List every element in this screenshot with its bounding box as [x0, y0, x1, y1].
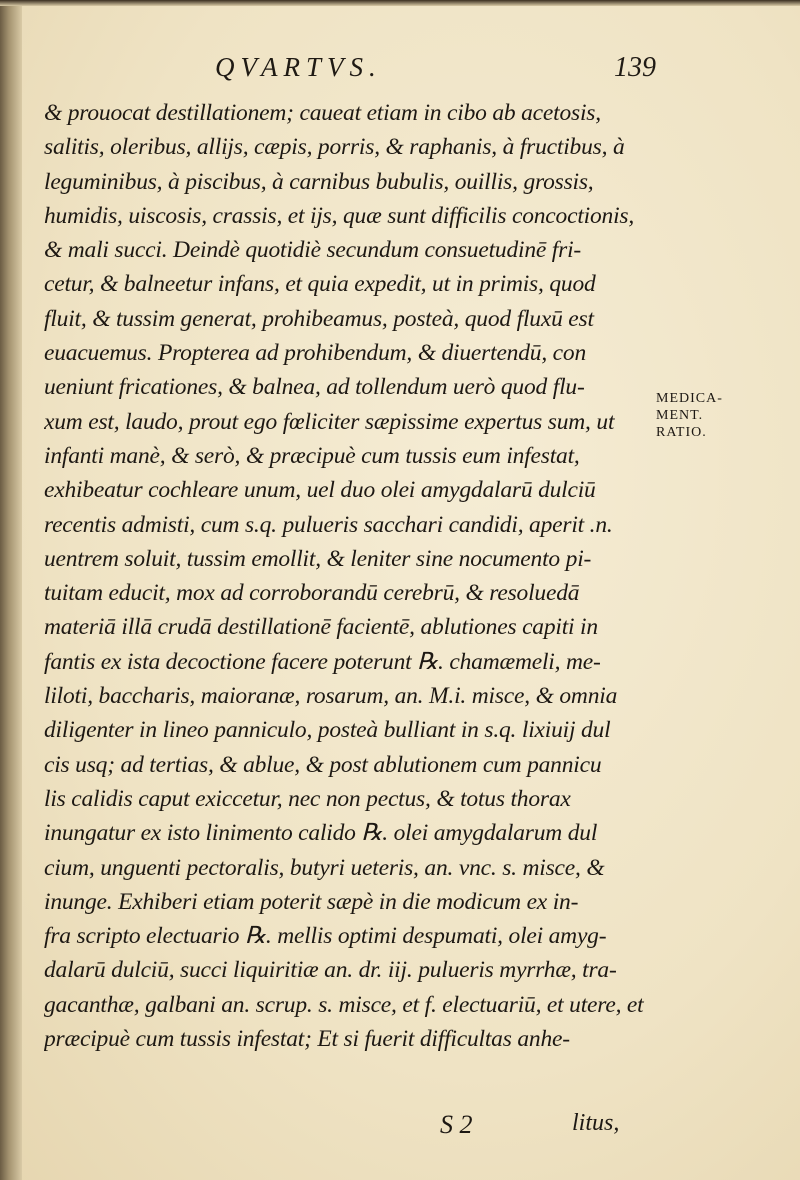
- text-line: tuitam educit, mox ad corroborandū cerebrū, & resoluedā: [44, 580, 580, 607]
- margin-note-line: MENT.: [656, 408, 704, 423]
- text-line: inunge. Exhiberi etiam poterit sæpè in die modicum ex in-: [44, 888, 579, 915]
- text-line: recentis admisti, cum s.q. pulueris sacchari candidi, aperit .n.: [44, 511, 613, 538]
- signature-mark: S 2: [440, 1110, 473, 1139]
- text-line: diligenter in lineo panniculo, posteà bulliant in s.q. lixiuij dul: [44, 717, 611, 744]
- text-line: cium, unguenti pectoralis, butyri ueteris, an. vnc. s. misce, &: [44, 854, 605, 881]
- binding-gutter: [0, 0, 22, 1180]
- text-line: euacuemus. Propterea ad prohibendum, & diuertendū, con: [44, 340, 587, 367]
- text-line: fra scripto electuario ℞. mellis optimi despumati, olei amyg-: [44, 923, 607, 950]
- text-line: materiā illā crudā destillationē facientē, ablutiones capiti in: [44, 614, 598, 641]
- text-line: fantis ex ista decoctione facere poterunt ℞. chamæmeli, me-: [44, 648, 601, 675]
- text-line: fluit, & tussim generat, prohibeamus, posteà, quod fluxū est: [44, 305, 594, 332]
- margin-note: [656, 390, 766, 441]
- text-line: cetur, & balneetur infans, et quia expedit, ut in primis, quod: [44, 271, 596, 298]
- text-line: humidis, uiscosis, crassis, et ijs, quæ sunt difficilis concoctionis,: [44, 202, 635, 229]
- catchword: litus,: [572, 1110, 620, 1136]
- text-line: xum est, laudo, prout ego fœliciter sæpissime expertus sum, ut: [44, 408, 615, 435]
- text-line: præcipuè cum tussis infestat; Et si fuerit difficultas anhe-: [44, 1026, 570, 1053]
- page-footer: [0, 1110, 800, 1150]
- page-top-edge: [0, 0, 800, 6]
- margin-note-line: RATIO.: [656, 425, 707, 440]
- text-line: ueniunt fricationes, & balnea, ad tollendum uerò quod flu-: [44, 374, 585, 401]
- text-line: cis usq; ad tertias, & ablue, & post ablutionem cum pannicu: [44, 751, 602, 778]
- running-title: QVARTVS.: [215, 52, 382, 82]
- text-line: uentrem soluit, tussim emollit, & leniter sine nocumento pi-: [44, 545, 592, 572]
- text-line: dalarū dulciū, succi liquiritiæ an. dr. iij. pulueris myrrhæ, tra-: [44, 957, 617, 984]
- text-line: & mali succi. Deindè quotidiè secundum consuetudinē fri-: [44, 237, 582, 264]
- text-line: gacanthæ, galbani an. scrup. s. misce, et f. electuariū, et utere, et: [44, 991, 644, 1018]
- page-number: 139: [614, 52, 656, 83]
- text-line: leguminibus, à piscibus, à carnibus bubulis, ouillis, grossis,: [44, 168, 594, 195]
- page-header: [0, 46, 800, 86]
- text-line: & prouocat destillationem; caueat etiam in cibo ab acetosis,: [44, 100, 601, 126]
- text-line: exhibeatur cochleare unum, uel duo olei amygdalarū dulciū: [44, 477, 596, 504]
- text-line: salitis, oleribus, allijs, cæpis, porris, & raphanis, à fructibus, à: [44, 134, 625, 161]
- text-line: infanti manè, & serò, & præcipuè cum tussis eum infestat,: [44, 442, 580, 469]
- text-line: inungatur ex isto linimento calido ℞. olei amygdalarum dul: [44, 820, 598, 847]
- text-line: lis calidis caput exiccetur, nec non pectus, & totus thorax: [44, 785, 571, 812]
- margin-note-line: MEDICA-: [656, 391, 723, 406]
- text-line: liloti, baccharis, maioranæ, rosarum, an. M.i. misce, & omnia: [44, 683, 618, 710]
- body-text: [44, 96, 654, 1056]
